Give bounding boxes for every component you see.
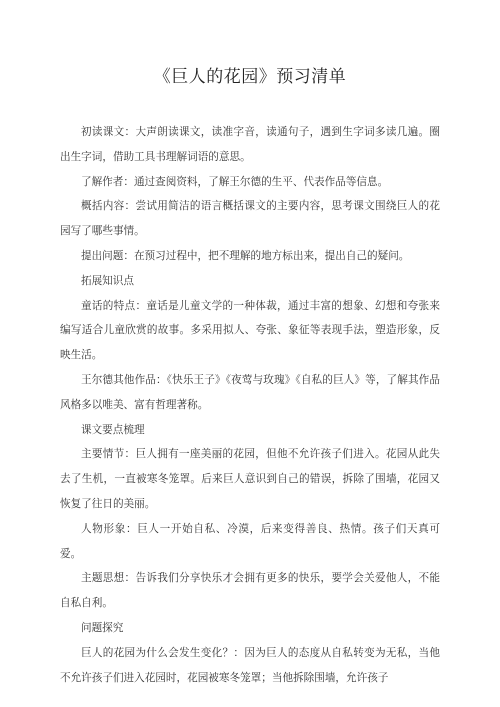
paragraph-first-reading: 初读课文：大声朗读课文，读准字音，读通句子，遇到生字词多读几遍。圈出生字词，借助工具书理解词语的意思。 — [60, 126, 440, 163]
paragraph-inquiry-answer: 巨人的花园为什么会发生变化？：因为巨人的态度从自私转变为无私，当他不允许孩子们进入花园时，花园被寒冬笼罩；当他拆除围墙，允许孩子 — [60, 646, 440, 684]
document-body — [60, 120, 440, 690]
paragraph-summarize: 概括内容：尝试用简洁的语言概括课文的主要内容，思考课文围绕巨人的花园写了哪些事情。 — [60, 200, 440, 238]
paragraph-theme: 主题思想：告诉我们分享快乐才会拥有更多的快乐，要学会关爱他人，不能自私自利。 — [60, 572, 440, 610]
paragraph-about-author: 了解作者：通过查阅资料，了解王尔德的生平、代表作品等信息。 — [81, 175, 389, 188]
paragraph-plot: 主要情节：巨人拥有一座美丽的花园，但他不允许孩子们进入。花园从此失去了生机，一直被寒冬笼罩。后来巨人意识到自己的错误，拆除了围墙，花园又恢复了往日的美丽。 — [60, 448, 440, 510]
section-heading-extension: 拓展知识点 — [81, 274, 134, 287]
paragraph-fairy-tale-features: 童话的特点：童话是儿童文学的一种体裁，通过丰富的想象、幻想和夸张来编写适合儿童欣赏的故事。多采用拟人、夸张、象征等表现手法，塑造形象，反映生活。 — [60, 299, 440, 362]
paragraph-questions: 提出问题：在预习过程中，把不理解的地方标出来，提出自己的疑问。 — [81, 249, 410, 262]
section-heading-key-points: 课文要点梳理 — [81, 423, 145, 436]
document-title: 《巨人的花园》预习清单 — [153, 67, 347, 87]
section-heading-inquiry: 问题探究 — [81, 621, 124, 634]
paragraph-other-works: 王尔德其他作品：《快乐王子》《夜莺与玫瑰》《自私的巨人》等，了解其作品风格多以唯美、富有哲理著称。 — [60, 373, 440, 411]
paragraph-characters: 人物形象：巨人一开始自私、冷漠，后来变得善良、热情。孩子们天真可爱。 — [60, 522, 440, 560]
